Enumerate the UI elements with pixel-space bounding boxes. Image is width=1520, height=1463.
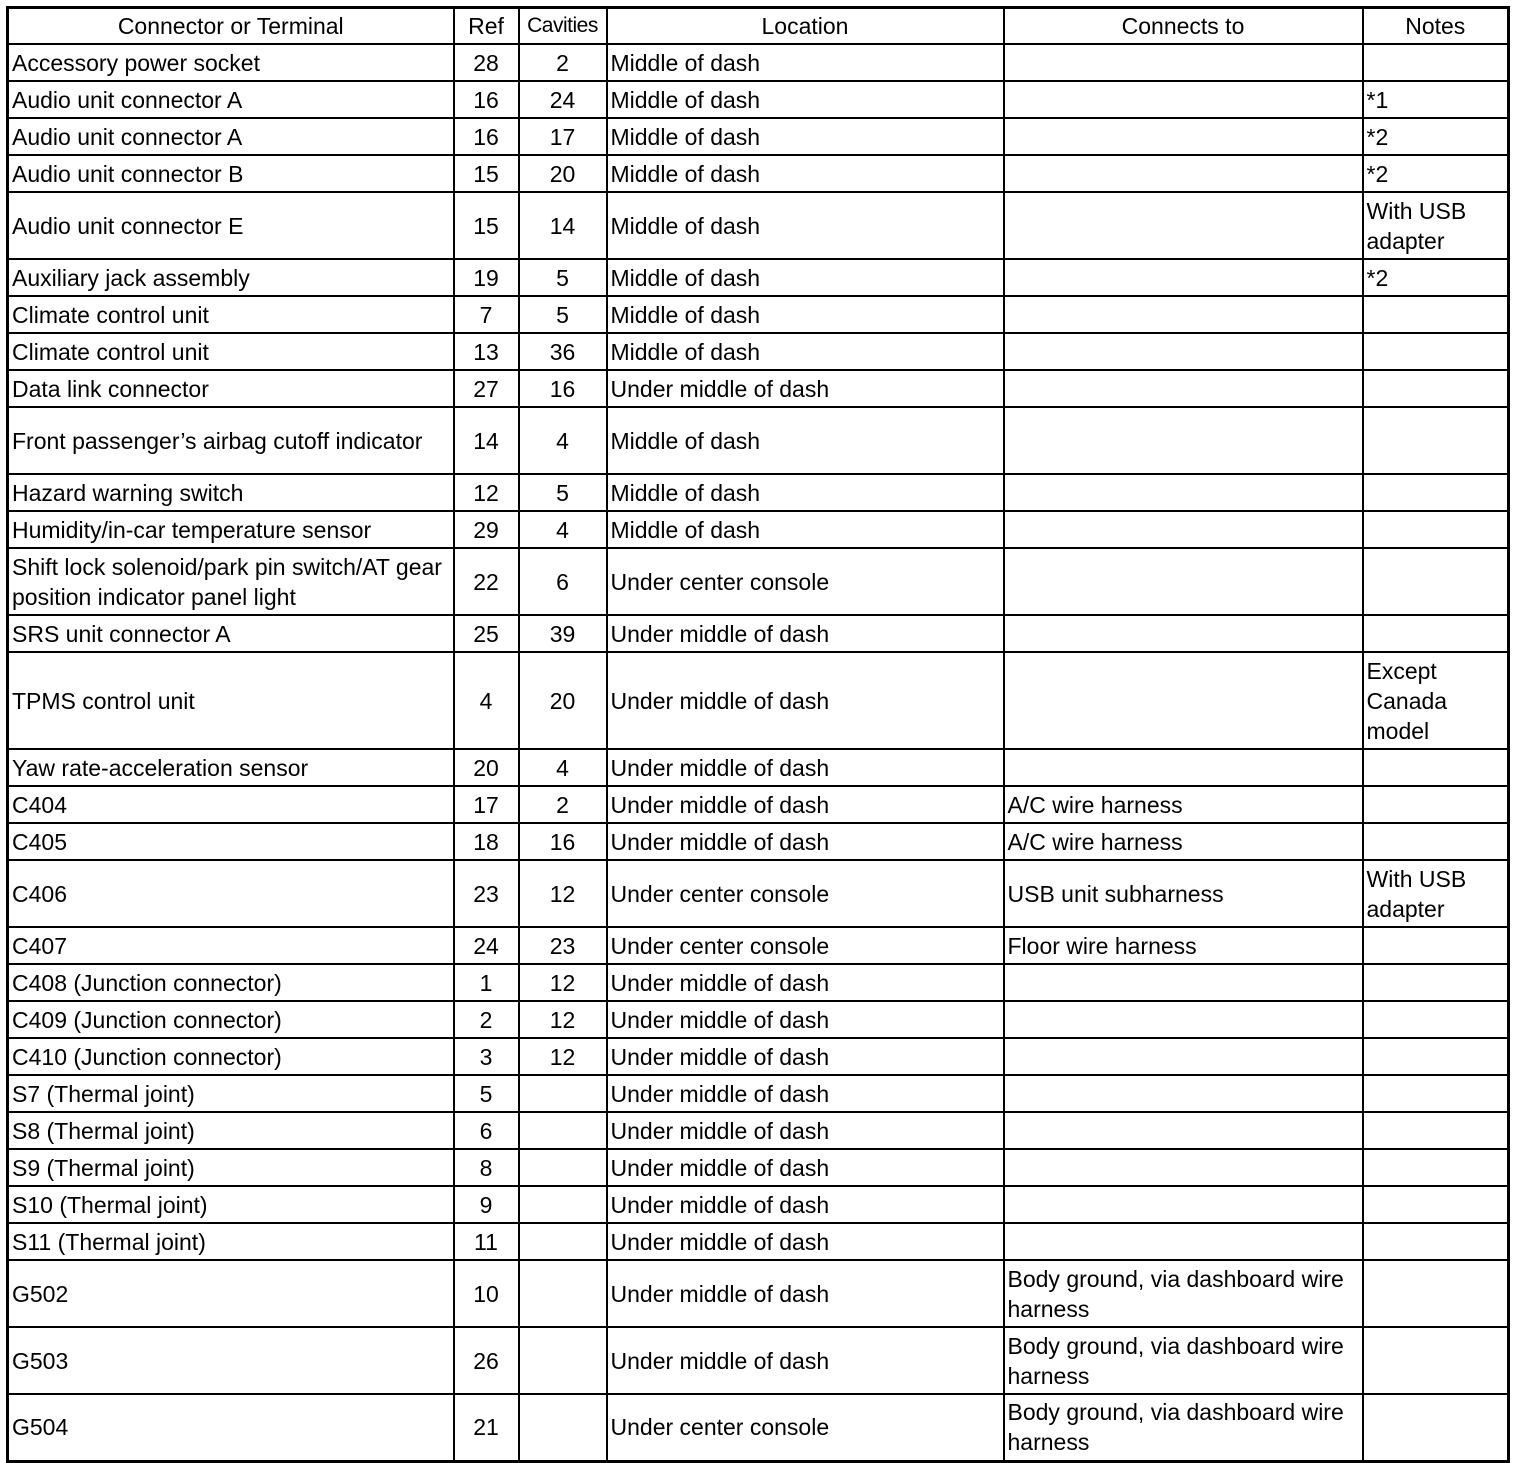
cell-notes [1363, 1260, 1509, 1327]
cell-location: Under middle of dash [607, 786, 1004, 823]
table-row [8, 927, 1509, 964]
cell-notes: With USB adapter [1363, 860, 1509, 927]
cell-connector: Audio unit connector B [8, 155, 454, 192]
cell-location: Under middle of dash [607, 1260, 1004, 1327]
cell-connector: Audio unit connector E [8, 192, 454, 259]
cell-connector: S7 (Thermal joint) [8, 1075, 454, 1112]
cell-notes [1363, 1112, 1509, 1149]
cell-ref: 21 [454, 1394, 519, 1461]
cell-location: Middle of dash [607, 511, 1004, 548]
cell-cavities: 12 [519, 1038, 607, 1075]
table-row [8, 1149, 1509, 1186]
cell-ref: 15 [454, 155, 519, 192]
cell-location: Under middle of dash [607, 749, 1004, 786]
cell-ref: 12 [454, 474, 519, 511]
table-row [8, 823, 1509, 860]
cell-connects-to [1004, 118, 1363, 155]
cell-ref: 13 [454, 333, 519, 370]
cell-connector: Accessory power socket [8, 44, 454, 81]
cell-connects-to [1004, 615, 1363, 652]
cell-ref: 17 [454, 786, 519, 823]
cell-location: Middle of dash [607, 118, 1004, 155]
cell-location: Under middle of dash [607, 1112, 1004, 1149]
cell-cavities [519, 1186, 607, 1223]
cell-ref: 10 [454, 1260, 519, 1327]
table-row [8, 1260, 1509, 1327]
cell-cavities [519, 1149, 607, 1186]
cell-cavities: 12 [519, 964, 607, 1001]
table-row [8, 511, 1509, 548]
cell-connector: Audio unit connector A [8, 118, 454, 155]
cell-ref: 9 [454, 1186, 519, 1223]
cell-connects-to [1004, 81, 1363, 118]
cell-connects-to: Body ground, via dashboard wire harness [1004, 1394, 1363, 1461]
cell-cavities: 2 [519, 44, 607, 81]
cell-ref: 8 [454, 1149, 519, 1186]
cell-ref: 11 [454, 1223, 519, 1260]
cell-ref: 15 [454, 192, 519, 259]
cell-ref: 14 [454, 407, 519, 474]
table-row [8, 1186, 1509, 1223]
cell-connects-to [1004, 1149, 1363, 1186]
cell-connects-to [1004, 652, 1363, 749]
cell-connects-to [1004, 1038, 1363, 1075]
cell-cavities [519, 1223, 607, 1260]
cell-notes [1363, 1149, 1509, 1186]
cell-connector: Auxiliary jack assembly [8, 259, 454, 296]
cell-connector: C404 [8, 786, 454, 823]
cell-connects-to [1004, 964, 1363, 1001]
cell-cavities: 39 [519, 615, 607, 652]
cell-notes [1363, 927, 1509, 964]
cell-cavities: 5 [519, 259, 607, 296]
cell-connector: Data link connector [8, 370, 454, 407]
cell-cavities [519, 1112, 607, 1149]
cell-location: Middle of dash [607, 474, 1004, 511]
cell-cavities: 24 [519, 81, 607, 118]
cell-location: Under middle of dash [607, 823, 1004, 860]
cell-cavities: 4 [519, 749, 607, 786]
cell-location: Under middle of dash [607, 1149, 1004, 1186]
cell-connects-to [1004, 1112, 1363, 1149]
cell-connector: Audio unit connector A [8, 81, 454, 118]
cell-connects-to: A/C wire harness [1004, 786, 1363, 823]
cell-location: Middle of dash [607, 296, 1004, 333]
cell-location: Under middle of dash [607, 1223, 1004, 1260]
table-row [8, 749, 1509, 786]
cell-connects-to: A/C wire harness [1004, 823, 1363, 860]
cell-cavities: 6 [519, 548, 607, 615]
cell-ref: 5 [454, 1075, 519, 1112]
cell-cavities: 23 [519, 927, 607, 964]
cell-location: Under middle of dash [607, 1001, 1004, 1038]
cell-cavities: 5 [519, 296, 607, 333]
cell-connects-to [1004, 1223, 1363, 1260]
cell-connects-to [1004, 192, 1363, 259]
cell-connects-to [1004, 474, 1363, 511]
cell-connector: C410 (Junction connector) [8, 1038, 454, 1075]
cell-notes [1363, 1001, 1509, 1038]
cell-cavities: 36 [519, 333, 607, 370]
cell-ref: 16 [454, 81, 519, 118]
cell-notes: Except Canada model [1363, 652, 1509, 749]
header-cavities: Cavities [519, 8, 607, 45]
cell-connects-to [1004, 296, 1363, 333]
cell-ref: 24 [454, 927, 519, 964]
cell-cavities: 12 [519, 860, 607, 927]
cell-location: Middle of dash [607, 407, 1004, 474]
cell-cavities: 17 [519, 118, 607, 155]
cell-cavities: 5 [519, 474, 607, 511]
cell-ref: 6 [454, 1112, 519, 1149]
cell-notes [1363, 615, 1509, 652]
cell-connects-to: Body ground, via dashboard wire harness [1004, 1260, 1363, 1327]
cell-connector: C406 [8, 860, 454, 927]
cell-location: Middle of dash [607, 192, 1004, 259]
table-row [8, 1327, 1509, 1394]
connector-table [6, 6, 1510, 1463]
cell-ref: 7 [454, 296, 519, 333]
cell-notes: *2 [1363, 118, 1509, 155]
cell-notes [1363, 407, 1509, 474]
cell-notes [1363, 1394, 1509, 1461]
cell-notes [1363, 370, 1509, 407]
cell-ref: 20 [454, 749, 519, 786]
table-row [8, 1075, 1509, 1112]
cell-ref: 18 [454, 823, 519, 860]
cell-location: Under middle of dash [607, 1075, 1004, 1112]
cell-notes [1363, 1327, 1509, 1394]
header-connects-to: Connects to [1004, 8, 1363, 45]
cell-connector: C409 (Junction connector) [8, 1001, 454, 1038]
cell-connector: SRS unit connector A [8, 615, 454, 652]
cell-notes: With USB adapter [1363, 192, 1509, 259]
cell-connects-to [1004, 1186, 1363, 1223]
cell-location: Under center console [607, 860, 1004, 927]
cell-connector: TPMS control unit [8, 652, 454, 749]
cell-location: Under middle of dash [607, 652, 1004, 749]
table-row [8, 259, 1509, 296]
table-row [8, 474, 1509, 511]
cell-cavities: 4 [519, 511, 607, 548]
cell-ref: 28 [454, 44, 519, 81]
cell-notes [1363, 786, 1509, 823]
cell-connector: S9 (Thermal joint) [8, 1149, 454, 1186]
table-row [8, 1038, 1509, 1075]
cell-connector: C407 [8, 927, 454, 964]
cell-ref: 3 [454, 1038, 519, 1075]
table-row [8, 548, 1509, 615]
table-body [8, 44, 1509, 1461]
cell-ref: 23 [454, 860, 519, 927]
cell-location: Middle of dash [607, 155, 1004, 192]
cell-connector: G503 [8, 1327, 454, 1394]
cell-location: Under center console [607, 927, 1004, 964]
cell-connects-to [1004, 259, 1363, 296]
cell-connects-to [1004, 511, 1363, 548]
cell-notes [1363, 474, 1509, 511]
cell-notes [1363, 1038, 1509, 1075]
header-ref: Ref [454, 8, 519, 45]
cell-connects-to [1004, 370, 1363, 407]
cell-connects-to [1004, 44, 1363, 81]
cell-location: Under center console [607, 1394, 1004, 1461]
header-notes: Notes [1363, 8, 1509, 45]
cell-ref: 25 [454, 615, 519, 652]
cell-location: Under middle of dash [607, 1327, 1004, 1394]
cell-connects-to: Body ground, via dashboard wire harness [1004, 1327, 1363, 1394]
cell-notes [1363, 511, 1509, 548]
cell-connector: S8 (Thermal joint) [8, 1112, 454, 1149]
cell-notes: *2 [1363, 155, 1509, 192]
cell-notes [1363, 44, 1509, 81]
cell-cavities [519, 1260, 607, 1327]
cell-location: Middle of dash [607, 333, 1004, 370]
cell-notes [1363, 1223, 1509, 1260]
cell-notes [1363, 548, 1509, 615]
cell-cavities: 20 [519, 155, 607, 192]
cell-connector: Front passenger’s airbag cutoff indicator [8, 407, 454, 474]
cell-connects-to: USB unit subharness [1004, 860, 1363, 927]
header-row [8, 8, 1509, 45]
table-header [8, 8, 1509, 45]
cell-location: Under middle of dash [607, 615, 1004, 652]
cell-connector: C405 [8, 823, 454, 860]
cell-connects-to [1004, 548, 1363, 615]
cell-ref: 29 [454, 511, 519, 548]
table-row [8, 118, 1509, 155]
cell-ref: 1 [454, 964, 519, 1001]
cell-notes: *1 [1363, 81, 1509, 118]
table-row [8, 652, 1509, 749]
cell-ref: 4 [454, 652, 519, 749]
cell-connector: Climate control unit [8, 296, 454, 333]
cell-notes [1363, 1186, 1509, 1223]
cell-notes [1363, 333, 1509, 370]
cell-ref: 26 [454, 1327, 519, 1394]
cell-notes [1363, 749, 1509, 786]
cell-connects-to: Floor wire harness [1004, 927, 1363, 964]
table-row [8, 333, 1509, 370]
cell-connects-to [1004, 333, 1363, 370]
table-row [8, 1223, 1509, 1260]
cell-notes [1363, 296, 1509, 333]
table-row [8, 192, 1509, 259]
cell-connector: Humidity/in-car temperature sensor [8, 511, 454, 548]
cell-cavities [519, 1327, 607, 1394]
cell-connects-to [1004, 749, 1363, 786]
table-row [8, 81, 1509, 118]
cell-connector: S10 (Thermal joint) [8, 1186, 454, 1223]
table-row [8, 786, 1509, 823]
cell-ref: 27 [454, 370, 519, 407]
cell-cavities: 16 [519, 370, 607, 407]
cell-ref: 16 [454, 118, 519, 155]
cell-cavities [519, 1075, 607, 1112]
cell-cavities: 4 [519, 407, 607, 474]
cell-cavities: 16 [519, 823, 607, 860]
cell-connector: S11 (Thermal joint) [8, 1223, 454, 1260]
cell-ref: 2 [454, 1001, 519, 1038]
cell-cavities: 12 [519, 1001, 607, 1038]
table-row [8, 407, 1509, 474]
cell-location: Under middle of dash [607, 964, 1004, 1001]
table-row [8, 1394, 1509, 1461]
cell-notes [1363, 964, 1509, 1001]
table-row [8, 1001, 1509, 1038]
cell-connects-to [1004, 1001, 1363, 1038]
cell-location: Middle of dash [607, 44, 1004, 81]
cell-cavities [519, 1394, 607, 1461]
cell-cavities: 14 [519, 192, 607, 259]
cell-ref: 22 [454, 548, 519, 615]
cell-notes [1363, 1075, 1509, 1112]
cell-connector: G502 [8, 1260, 454, 1327]
cell-location: Under center console [607, 548, 1004, 615]
cell-cavities: 20 [519, 652, 607, 749]
cell-location: Under middle of dash [607, 1038, 1004, 1075]
header-connector: Connector or Terminal [8, 8, 454, 45]
cell-notes [1363, 823, 1509, 860]
cell-connector: Climate control unit [8, 333, 454, 370]
cell-location: Middle of dash [607, 259, 1004, 296]
table-row [8, 296, 1509, 333]
cell-location: Under middle of dash [607, 370, 1004, 407]
cell-connector: G504 [8, 1394, 454, 1461]
cell-connects-to [1004, 407, 1363, 474]
cell-connector: Shift lock solenoid/park pin switch/AT gear position indicator panel light [8, 548, 454, 615]
cell-connector: Hazard warning switch [8, 474, 454, 511]
cell-notes: *2 [1363, 259, 1509, 296]
cell-connector: C408 (Junction connector) [8, 964, 454, 1001]
cell-connects-to [1004, 1075, 1363, 1112]
table-row [8, 155, 1509, 192]
cell-location: Under middle of dash [607, 1186, 1004, 1223]
table-row [8, 860, 1509, 927]
table-row [8, 615, 1509, 652]
table-row [8, 44, 1509, 81]
table-row [8, 964, 1509, 1001]
cell-connector: Yaw rate-acceleration sensor [8, 749, 454, 786]
header-location: Location [607, 8, 1004, 45]
cell-connects-to [1004, 155, 1363, 192]
table-row [8, 370, 1509, 407]
cell-ref: 19 [454, 259, 519, 296]
table-row [8, 1112, 1509, 1149]
cell-cavities: 2 [519, 786, 607, 823]
cell-location: Middle of dash [607, 81, 1004, 118]
